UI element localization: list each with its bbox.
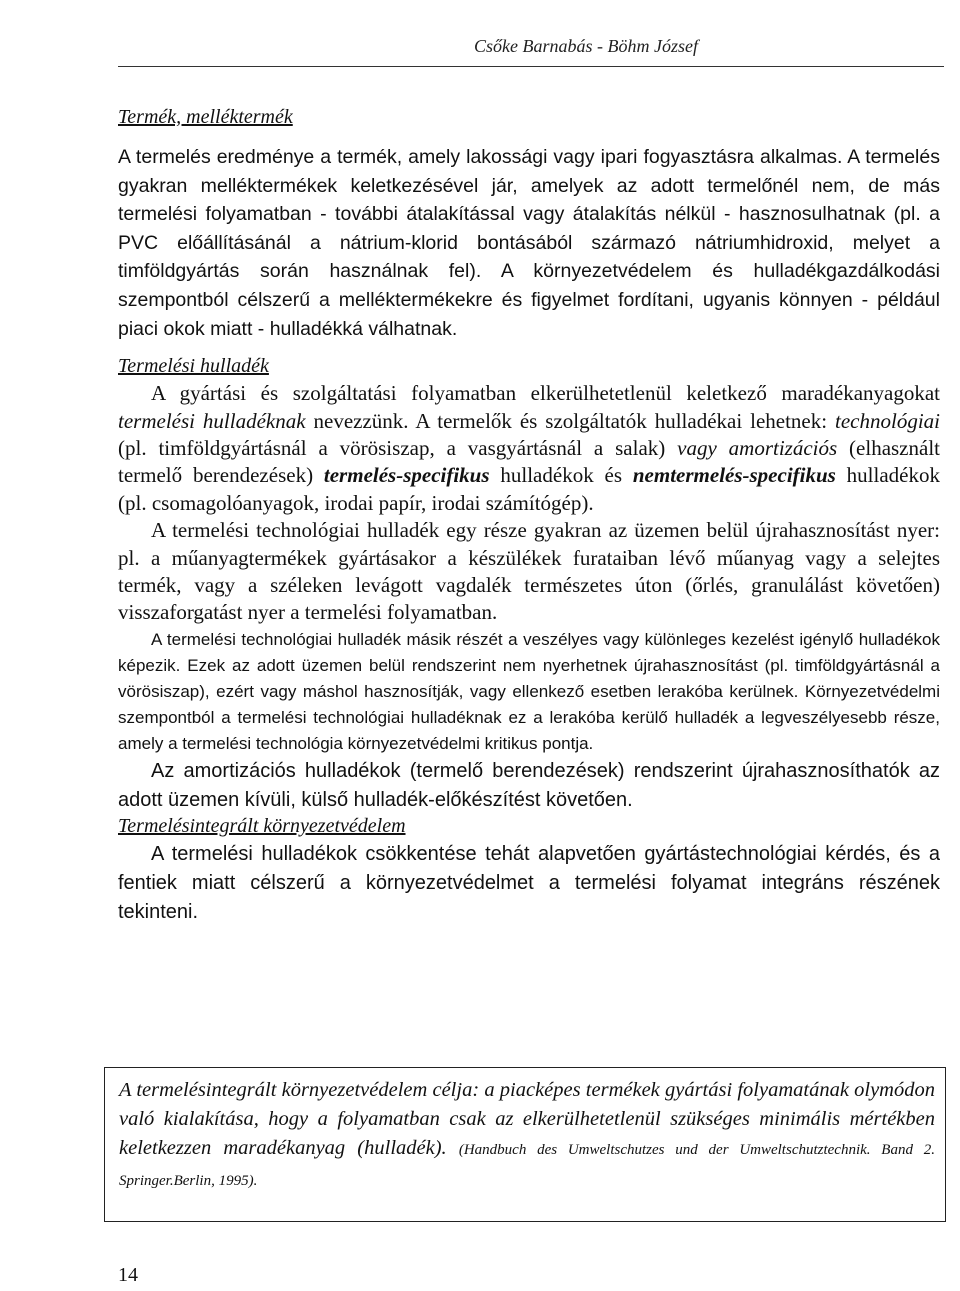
paragraph-veszelyes-hulladek: A termelési technológiai hulladék másik részét a veszélyes vagy különleges kezelést igénylő hulladékok képezik. Ezek az adott üzemen belül rendszerint nem nyerhetnek újrahasznosítást (pl. timföldgyártásnál a vörösiszap), ezért vagy máshol hasznosítják, vagy ellenkező esetben lerakóba kerülnek. Környezetvédelmi szempontból a termelési technológiai hulladéknak ez a lerakóba kerülő hulladék a legveszélyesebb része, amely a termelési technológia környezetvédelmi kritikus pontja. bbox=[118, 629, 940, 753]
section-title-termek: Termék, melléktermék bbox=[118, 106, 293, 128]
paragraph-ujrahasznositas: A termelési technológiai hulladék egy része gyakran az üzemen belül újrahasznosítást nyer: pl. a műanyagtermékek gyártásakor a készülékek furataiban lévő műanyag vagy a selejtes termék, vagy a széleken levágott vagdalék természetes úton (őrlés, granulálást követően) visszaforgatást nyer a termelési folyamatban. bbox=[118, 518, 940, 625]
definition-box bbox=[104, 1067, 946, 1222]
citation: (Handbuch des Umweltschutzes und der Umweltschutztechnik. Band 2. Springer.Berlin, 1995). bbox=[119, 1142, 935, 1189]
section-title-termelesi-hulladek: Termelési hulladék bbox=[118, 355, 269, 378]
page-number: 14 bbox=[118, 1264, 138, 1286]
paragraph-termek: A termelés eredménye a termék, amely lakossági vagy ipari fogyasztásra alkalmas. A termelés gyakran melléktermékek keletkezésével jár, amelyek az adott termelőnél nem, de más termelési folyamatban - további átalakítással vagy átalakítás nélkül - hasznosulhatnak (pl. a PVC előállításánál a nátrium-klorid bontásából származó nátriumhidroxid, melyet a timföldgyártás során használnak fel). A környezetvédelem és hulladékgazdálkodási szempontból célszerű a melléktermékekre és figyelmet fordítani, ugyanis könnyen - például piaci okok miatt - hulladékká válhatnak. bbox=[118, 146, 940, 340]
running-head-authors: Csőke Barnabás - Böhm József bbox=[474, 36, 698, 56]
definition-text: A termelésintegrált környezetvédelem célja: a piacképes termékek gyártási folyamatának olymódon való kialakítása, hogy a folyamatban csak az elkerülhetetlenül szükséges minimális mértékben keletkezzen maradékanyag (hulladék). (Handbuch des Umweltschutzes und der Umweltschutztechnik. Band 2. Springer.Berlin, 1995). bbox=[119, 1079, 935, 1189]
page-body bbox=[118, 106, 940, 927]
section-title-termelesintegralt: Termelésintegrált környezetvédelem bbox=[118, 814, 406, 837]
paragraph-termelesintegralt: A termelési hulladékok csökkentése tehát alapvetően gyártástechnológiai kérdés, és a fentiek miatt célszerű a környezetvédelmet a termelési folyamat integráns részének tekinteni. bbox=[118, 842, 940, 923]
paragraph-amortizacios: Az amortizációs hulladékok (termelő berendezések) rendszerint újrahasznosíthatók az adott üzemen kívüli, külső hulladék-előkészítést követően. bbox=[118, 759, 940, 811]
header-rule bbox=[118, 66, 944, 67]
paragraph-hulladek-types: A gyártási és szolgáltatási folyamatban elkerülhetetlenül keletkező maradékanyagokat termelési hulladéknak nevezzünk. A termelők és szolgáltatók hulladékai lehetnek: technológiai (pl. timföldgyártásnál a vörösiszap, a vasgyártásnál a salak) vagy amortizációs (elhasznált termelő berendezések) termelés-specifikus hulladékok és nemtermelés-specifikus hulladékok (pl. csomagolóanyagok, irodai papír, irodai számítógép). bbox=[118, 381, 941, 515]
